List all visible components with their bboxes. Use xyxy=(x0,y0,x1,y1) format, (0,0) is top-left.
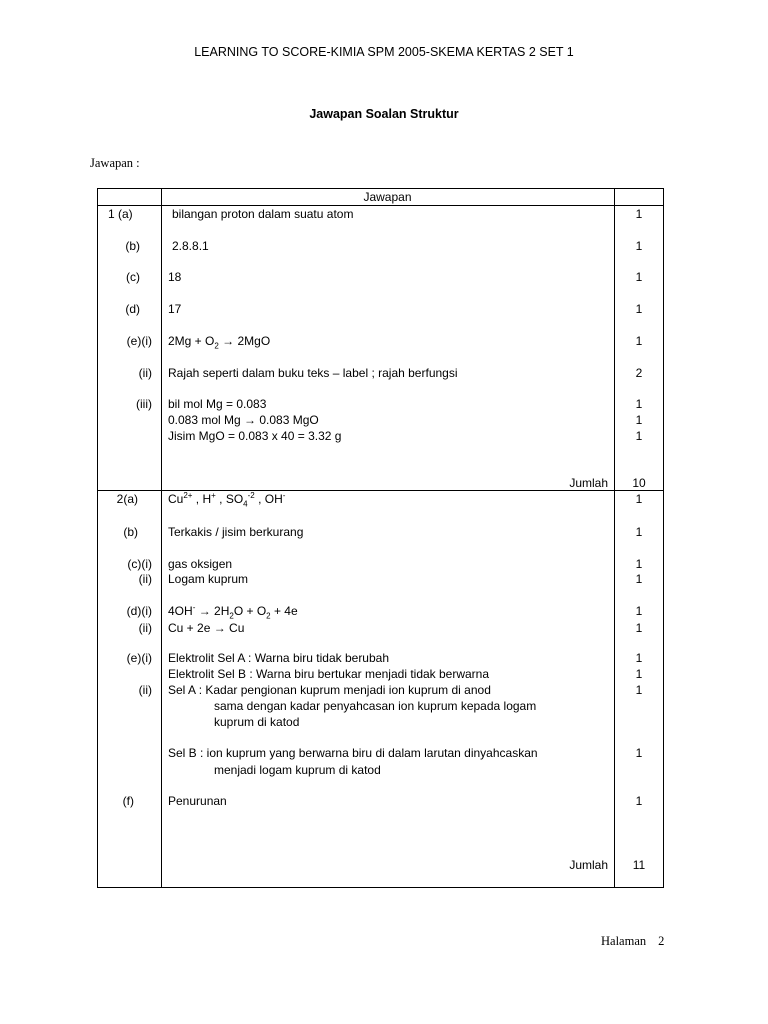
q2a-number: 2(a) xyxy=(116,492,138,506)
table-column-divider xyxy=(161,188,162,888)
q2ci-mark: 1 xyxy=(635,557,643,571)
q2ei-mark2: 1 xyxy=(635,667,643,681)
q2di-equation: $4OH^- \to 2H_2O + O_2 + 4e$ xyxy=(168,603,298,621)
column-header-answer: Jawapan xyxy=(363,190,412,204)
q2ci-answer: gas oksigen xyxy=(168,557,233,571)
q1ei-mark: 1 xyxy=(635,334,643,348)
q2cii-number: (ii) xyxy=(138,572,152,586)
q1eiii-line1: bil mol Mg = 0.083 xyxy=(168,397,267,411)
q2-total: 11 xyxy=(632,858,646,872)
q2f-mark: 1 xyxy=(635,794,643,808)
q2dii-mark: 1 xyxy=(635,621,643,635)
page-title: Jawapan Soalan Struktur xyxy=(309,107,459,121)
q1c-answer: 18 xyxy=(168,270,182,284)
q2eii-mark2: 1 xyxy=(635,746,643,760)
q2ei-line2: Elektrolit Sel B : Warna biru bertukar menjadi tidak berwarna xyxy=(168,667,490,681)
q1d-mark: 1 xyxy=(635,302,643,316)
q2eii-line2: sama dengan kadar penyahcasan ion kuprum kepada logam xyxy=(214,699,537,713)
q2-total-label: Jumlah xyxy=(569,858,608,872)
q2eii-mark1: 1 xyxy=(635,683,643,697)
q1eii-answer: Rajah seperti dalam buku teks – label ; rajah berfungsi xyxy=(168,366,458,380)
q1eiii-mark3: 1 xyxy=(635,429,643,443)
q2dii-equation: Cu + 2e → Cu xyxy=(168,621,245,635)
q1b-answer: 2.8.8.1 xyxy=(172,239,209,253)
q1eiii-mark1: 1 xyxy=(635,397,643,411)
q2eii-number: (ii) xyxy=(138,683,152,697)
q2f-answer: Penurunan xyxy=(168,794,227,808)
q2b-mark: 1 xyxy=(635,525,643,539)
q2eii-line5: menjadi logam kuprum di katod xyxy=(214,763,381,777)
page-number: 2 xyxy=(658,934,665,948)
page-footer xyxy=(601,934,664,948)
page-header: LEARNING TO SCORE-KIMIA SPM 2005-SKEMA KERTAS 2 SET 1 xyxy=(194,45,574,59)
q2b-answer: Terkakis / jisim berkurang xyxy=(168,525,304,539)
q1eiii-line3: Jisim MgO = 0.083 x 40 = 3.32 g xyxy=(168,429,342,443)
table-border-left xyxy=(97,188,98,888)
q2b-number: (b) xyxy=(123,525,138,539)
q2ei-number: (e)(i) xyxy=(126,651,152,665)
q2ei-line1: Elektrolit Sel A : Warna biru tidak berubah xyxy=(168,651,390,665)
q2a-ions: $Cu^{2+}$ , H+ , $SO_4^{-2}$ , OH- xyxy=(168,491,286,509)
q1c-number: (c) xyxy=(126,270,140,284)
q1eii-number: (ii) xyxy=(138,366,152,380)
q1a-mark: 1 xyxy=(635,207,643,221)
intro-label: Jawapan : xyxy=(90,156,140,170)
page-label: Halaman xyxy=(601,934,647,948)
q1b-number: (b) xyxy=(125,239,140,253)
q2cii-answer: Logam kuprum xyxy=(168,572,249,586)
q1eiii-mark2: 1 xyxy=(635,413,643,427)
q1-total-label: Jumlah xyxy=(569,476,608,490)
table-header-divider xyxy=(97,205,664,206)
q1eiii-line2: 0.083 mol Mg → 0.083 MgO xyxy=(168,413,319,427)
q1d-answer: 17 xyxy=(168,302,182,316)
table-border-top xyxy=(97,188,664,189)
q1d-number: (d) xyxy=(125,302,140,316)
q1eii-mark: 2 xyxy=(635,366,643,380)
q1eiii-number: (iii) xyxy=(136,397,152,411)
q2eii-line4: Sel B : ion kuprum yang berwarna biru di dalam larutan dinyahcaskan xyxy=(168,746,538,760)
q1-total: 10 xyxy=(632,476,646,490)
q2a-mark: 1 xyxy=(635,492,643,506)
q2ei-mark1: 1 xyxy=(635,651,643,665)
q1b-mark: 1 xyxy=(635,239,643,253)
q2ci-number: (c)(i) xyxy=(127,557,152,571)
q2eii-line3: kuprum di katod xyxy=(214,715,300,729)
q2eii-line1: Sel A : Kadar pengionan kuprum menjadi ion kuprum di anod xyxy=(168,683,491,697)
table-border-bottom xyxy=(97,887,664,888)
q1a-answer: bilangan proton dalam suatu atom xyxy=(172,207,354,221)
q2di-mark: 1 xyxy=(635,604,643,618)
q2dii-number: (ii) xyxy=(138,621,152,635)
table-border-right xyxy=(663,188,664,888)
q1a-number: 1 (a) xyxy=(108,207,133,221)
q1ei-number: (e)(i) xyxy=(126,334,152,348)
q2di-number: (d)(i) xyxy=(126,604,152,618)
q1ei-equation: $2Mg + O_2 \to 2MgO$ xyxy=(168,334,271,351)
q2f-number: (f) xyxy=(122,794,134,808)
q1c-mark: 1 xyxy=(635,270,643,284)
q2cii-mark: 1 xyxy=(635,572,643,586)
